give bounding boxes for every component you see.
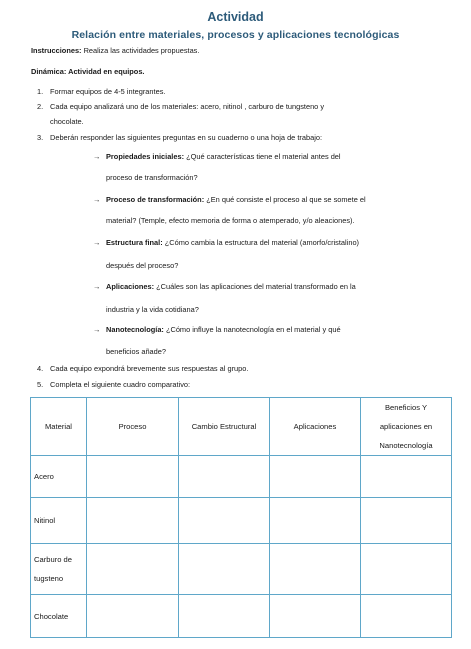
table-cell[interactable] [361, 595, 452, 638]
dynamic-line: Dinámica: Actividad en equipos. [31, 67, 145, 76]
table-cell[interactable] [87, 456, 179, 498]
table-cell[interactable] [179, 456, 270, 498]
row-label-line2: tugsteno [34, 574, 64, 583]
question-line [106, 325, 341, 335]
table-cell[interactable] [179, 498, 270, 544]
table-cell[interactable] [361, 544, 452, 595]
instructions-line [31, 46, 199, 56]
question-text: ¿Cómo cambia la estructura del material (amorfo/cristalino) [164, 238, 360, 247]
question-continued: material? (Temple, efecto memoria de forma o atemperado, y/o aleaciones). [106, 216, 355, 225]
table-cell[interactable] [87, 544, 179, 595]
row-label-line1: Carburo de [34, 555, 72, 564]
header-proceso: Proceso [87, 398, 179, 456]
header-beneficios-line3: Nanotecnología [379, 441, 433, 450]
table-cell[interactable] [361, 498, 452, 544]
table-row [31, 544, 452, 595]
table-header-row [31, 398, 452, 456]
page-title: Actividad [207, 10, 264, 24]
step-text: Formar equipos de 4-5 integrantes. [50, 87, 166, 96]
table-cell[interactable] [87, 595, 179, 638]
table-cell[interactable] [270, 456, 361, 498]
step-number: 1. [37, 87, 44, 96]
arrow-bullet-icon: → [93, 195, 101, 204]
table-cell[interactable] [361, 456, 452, 498]
question-text: ¿En qué consiste el proceso al que se somete el [206, 195, 366, 204]
question-text: ¿Cómo influye la nanotecnología en el material y qué [165, 325, 341, 334]
question-line [106, 238, 359, 248]
question-line [106, 195, 366, 205]
step-number: 2. [37, 102, 44, 111]
table-row [31, 498, 452, 544]
instructions-text: Realiza las actividades propuestas. [83, 46, 200, 55]
question-label: Aplicaciones: [106, 282, 155, 291]
question-label: Propiedades iniciales: [106, 152, 185, 161]
header-beneficios [361, 398, 452, 456]
question-line [106, 282, 356, 292]
step-text: Deberán responder las siguientes preguntas en su cuaderno o una hoja de trabajo: [50, 133, 322, 142]
table-cell[interactable] [179, 544, 270, 595]
arrow-bullet-icon: → [93, 325, 101, 334]
question-text: ¿Qué características tiene el material antes del [186, 152, 341, 161]
header-material: Material [31, 398, 87, 456]
step-text: Cada equipo analizará uno de los materiales: acero, nitinol , carburo de tungsteno y [50, 102, 325, 111]
row-label: Acero [31, 456, 87, 498]
question-continued: después del proceso? [106, 261, 179, 270]
header-beneficios-line1: Beneficios Y [384, 403, 428, 412]
header-beneficios-line2: aplicaciones en [379, 422, 433, 431]
question-label: Estructura final: [106, 238, 163, 247]
question-line [106, 152, 341, 162]
question-continued: industria y la vida cotidiana? [106, 305, 199, 314]
step-number: 3. [37, 133, 44, 142]
row-label [31, 544, 87, 595]
header-aplicaciones: Aplicaciones [270, 398, 361, 456]
arrow-bullet-icon: → [93, 152, 101, 161]
step-text: Completa el siguiente cuadro comparativo: [50, 380, 191, 389]
question-continued: beneficios añade? [106, 347, 166, 356]
step-text-continued: chocolate. [50, 117, 84, 126]
row-label: Chocolate [31, 595, 87, 638]
step-text: Cada equipo expondrá brevemente sus respuestas al grupo. [50, 364, 249, 373]
question-continued: proceso de transformación? [106, 173, 198, 182]
instructions-label: Instrucciones: [31, 46, 82, 55]
comparison-table [30, 397, 452, 638]
page-subtitle: Relación entre materiales, procesos y aplicaciones tecnológicas [71, 29, 400, 41]
table-row [31, 456, 452, 498]
arrow-bullet-icon: → [93, 282, 101, 291]
question-label: Nanotecnología: [106, 325, 164, 334]
question-text: ¿Cuáles son las aplicaciones del material transformado en la [156, 282, 356, 291]
table-row [31, 595, 452, 638]
arrow-bullet-icon: → [93, 238, 101, 247]
table-cell[interactable] [87, 498, 179, 544]
table-cell[interactable] [179, 595, 270, 638]
header-cambio-estructural: Cambio Estructural [179, 398, 270, 456]
table-cell[interactable] [270, 498, 361, 544]
question-label: Proceso de transformación: [106, 195, 205, 204]
table-cell[interactable] [270, 595, 361, 638]
row-label: Nitinol [31, 498, 87, 544]
step-number: 4. [37, 364, 44, 373]
step-number: 5. [37, 380, 44, 389]
table-cell[interactable] [270, 544, 361, 595]
